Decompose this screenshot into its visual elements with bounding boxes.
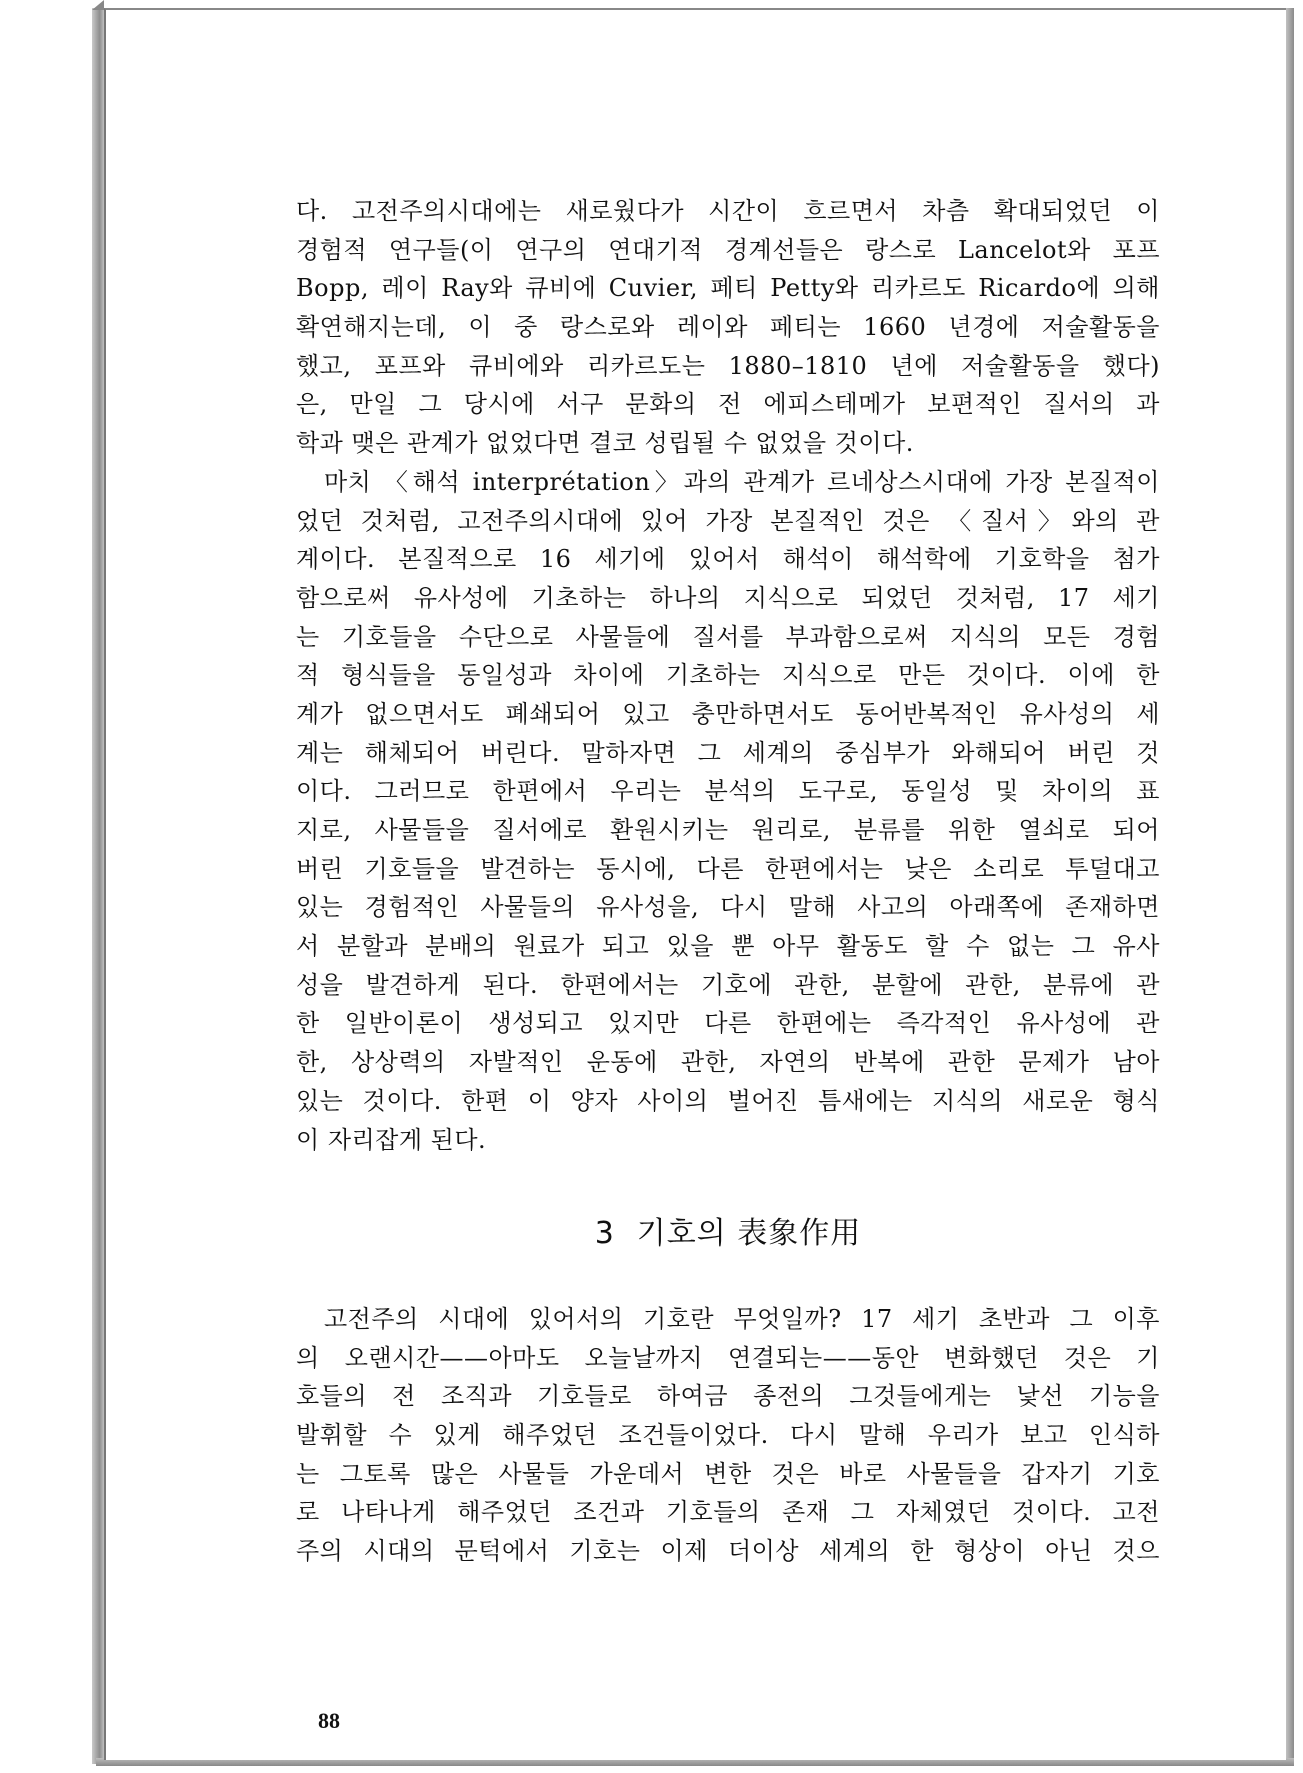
text-line: 이다. 그러므로 한편에서 우리는 분석의 도구로, 동일성 및 차이의 표 [296, 777, 1160, 806]
text-line: 서 분할과 분배의 원료가 되고 있을 뿐 아무 활동도 할 수 없는 그 유사 [296, 932, 1160, 961]
text-line: 로 나타나게 해주었던 조건과 기호들의 존재 그 자체였던 것이다. 고전 [296, 1498, 1160, 1527]
paragraph-2 [296, 463, 1160, 1159]
text-line: 계이다. 본질적으로 16 세기에 있어서 해석이 해석학에 기호학을 첨가 [296, 545, 1160, 574]
text-line: 마치 〈해석 interprétation〉과의 관계가 르네상스시대에 가장 본질적이 [324, 467, 1160, 496]
text-line: 한 일반이론이 생성되고 있지만 다른 한편에는 즉각적인 유사성에 관 [296, 1009, 1160, 1038]
text-line: 발휘할 수 있게 해주었던 조건들이었다. 다시 말해 우리가 보고 인식하 [296, 1421, 1160, 1450]
text-line: 있는 경험적인 사물들의 유사성을, 다시 말해 사고의 아래쪽에 존재하면 [296, 893, 1160, 922]
paragraph-3 [296, 1300, 1160, 1571]
text-line: 경험적 연구들(이 연구의 연대기적 경계선들은 랑스로 Lancelot와 포프 [296, 235, 1160, 264]
section-title: 기호의 表象作用 [636, 1216, 862, 1251]
text-line: 함으로써 유사성에 기초하는 하나의 지식으로 되었던 것처럼, 17 세기 [296, 583, 1160, 612]
text-line: 지로, 사물들을 질서에로 환원시키는 원리로, 분류를 위한 열쇠로 되어 [296, 816, 1160, 844]
paragraph-continued [296, 192, 1160, 463]
text-line: 주의 시대의 문턱에서 기호는 이제 더이상 세계의 한 형상이 아닌 것으 [296, 1537, 1160, 1566]
text-line: 의 오랜시간——아마도 오늘날까지 연결되는——동안 변화했던 것은 기 [296, 1343, 1160, 1372]
text-line: 다. 고전주의시대에는 새로웠다가 시간이 흐르면서 차츰 확대되었던 이 [296, 197, 1160, 225]
body-text-section-3 [296, 1300, 1160, 1571]
text-line: 이 자리잡게 된다. [296, 1125, 487, 1154]
text-line: 는 그토록 많은 사물들 가운데서 변한 것은 바로 사물들을 갑자기 기호 [296, 1459, 1160, 1488]
text-line: 은, 만일 그 당시에 서구 문화의 전 에피스테메가 보편적인 질서의 과 [296, 390, 1160, 419]
page-fold [92, 0, 104, 10]
text-line: 고전주의 시대에 있어서의 기호란 무엇일까? 17 세기 초반과 그 이후 [324, 1305, 1160, 1333]
text-line: 성을 발견하게 된다. 한편에서는 기호에 관한, 분할에 관한, 분류에 관 [296, 970, 1160, 999]
page-number: 88 [318, 1708, 340, 1733]
text-line: Bopp, 레이 Ray와 큐비에 Cuvier, 페티 Petty와 리카르도 Ricardo에 의해 [296, 274, 1160, 303]
text-line: 계가 없으면서도 폐쇄되어 있고 충만하면서도 동어반복적인 유사성의 세 [296, 699, 1160, 728]
text-line: 버린 기호들을 발견하는 동시에, 다른 한편에서는 낮은 소리로 투덜대고 [296, 854, 1160, 883]
text-line: 있는 것이다. 한편 이 양자 사이의 벌어진 틈새에는 지식의 새로운 형식 [296, 1086, 1160, 1115]
text-line: 한, 상상력의 자발적인 운동에 관한, 자연의 반복에 관한 문제가 남아 [296, 1048, 1160, 1077]
section-number: 3 [594, 1216, 615, 1251]
text-line: 했고, 포프와 큐비에와 리카르도는 1880–1810 년에 저술활동을 했다) [296, 351, 1160, 380]
text-line: 적 형식들을 동일성과 차이에 기초하는 지식으로 만든 것이다. 이에 한 [296, 661, 1160, 690]
text-line: 확연해지는데, 이 중 랑스로와 레이와 페티는 1660 년경에 저술활동을 [296, 313, 1160, 342]
text-line: 는 기호들을 수단으로 사물들에 질서를 부과함으로써 지식의 모든 경험 [296, 622, 1160, 651]
text-line: 계는 해체되어 버린다. 말하자면 그 세계의 중심부가 와해되어 버린 것 [296, 738, 1160, 767]
text-line: 호들의 전 조직과 기호들로 하여금 종전의 그것들에게는 낯선 기능을 [296, 1382, 1160, 1411]
text-line: 학과 맺은 관계가 없었다면 결코 성립될 수 없었을 것이다. [296, 429, 914, 458]
text-line: 었던 것처럼, 고전주의시대에 있어 가장 본질적인 것은 〈질서〉와의 관 [296, 506, 1160, 535]
section-heading [296, 1208, 1160, 1252]
body-text [296, 192, 1160, 1159]
